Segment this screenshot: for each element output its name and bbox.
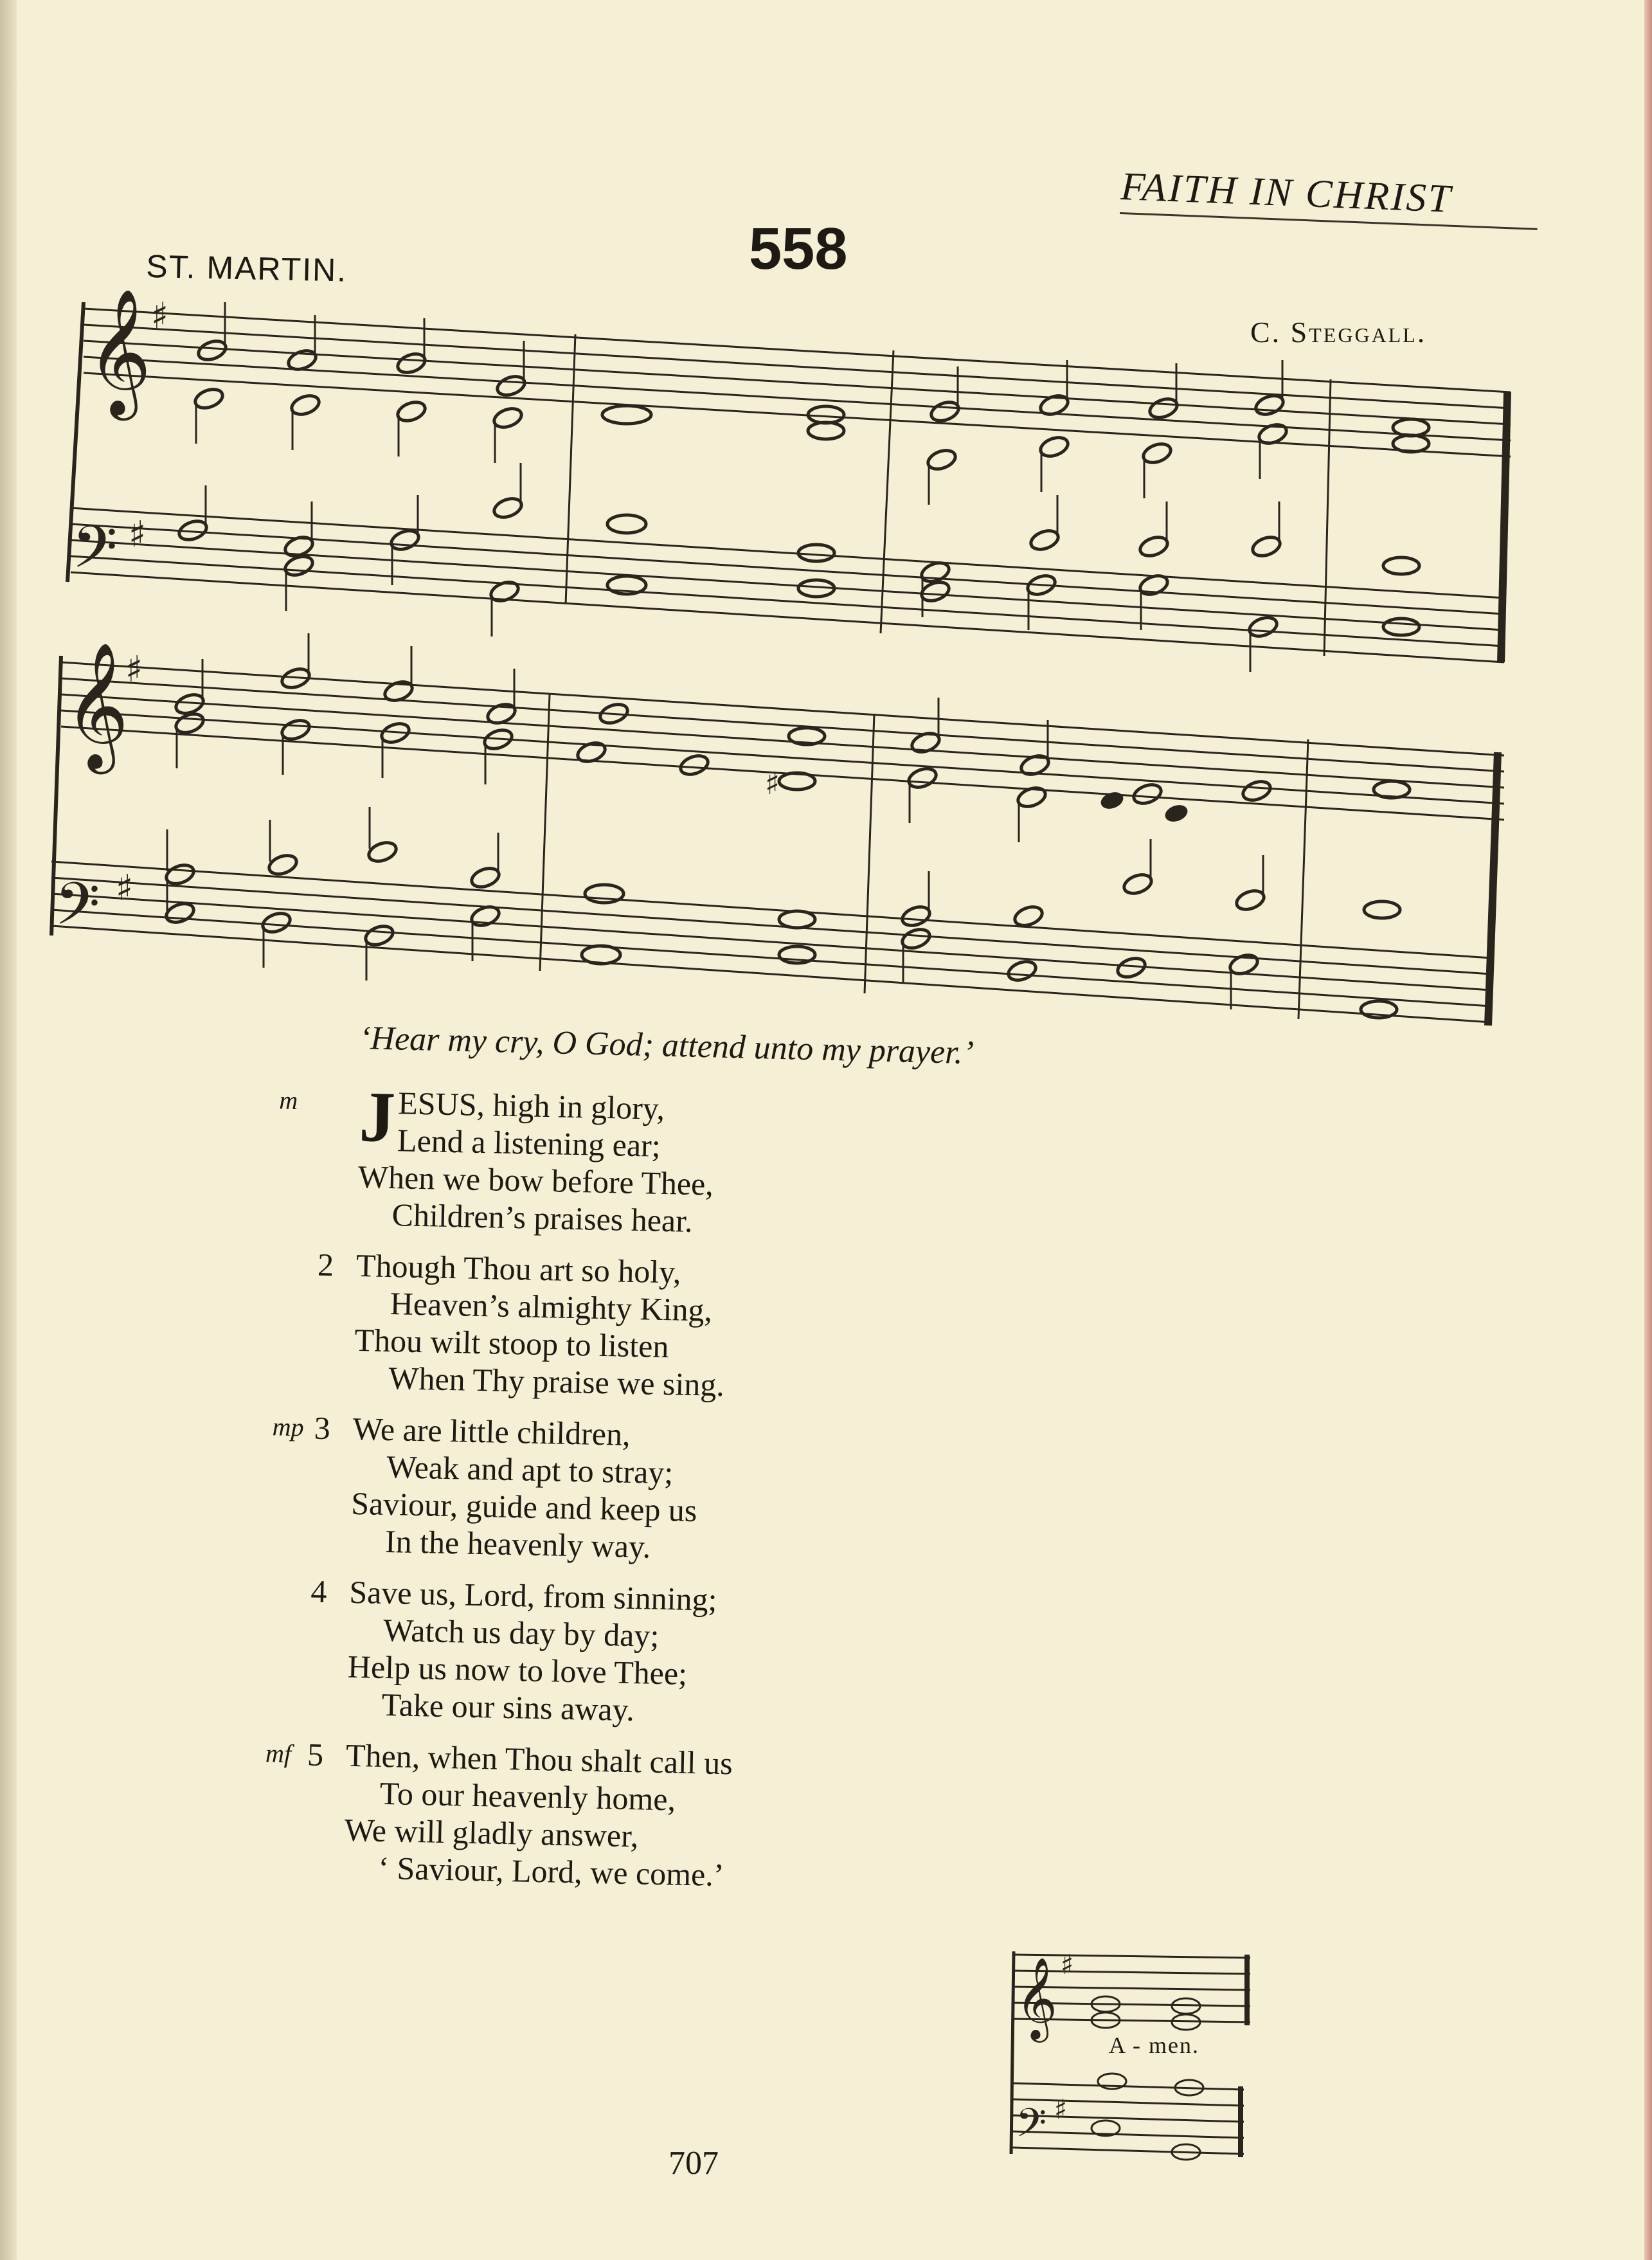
svg-text:♯: ♯: [129, 514, 147, 556]
verse-line: Lend a listening ear;: [397, 1122, 661, 1164]
verse-number: 4: [310, 1573, 328, 1610]
svg-text:♯: ♯: [1061, 1949, 1074, 1980]
verse-line: ESUS, high in glory,: [397, 1085, 665, 1126]
verse-line: Children’s praises hear.: [391, 1197, 694, 1239]
verse-line: Thou wilt stoop to listen: [354, 1321, 670, 1365]
dynamic-marking: m: [278, 1085, 298, 1115]
treble-clef-icon: 𝄞: [87, 288, 152, 415]
hymn-number: 558: [749, 216, 848, 282]
music-score: [0, 0, 1652, 1029]
page-number: 707: [669, 2145, 719, 2182]
section-heading: FAITH IN CHRIST: [1120, 164, 1540, 230]
verse-line: Help us now to love Thee;: [347, 1648, 688, 1692]
svg-text:♯: ♯: [1054, 2093, 1068, 2125]
svg-text:𝄞: 𝄞: [1016, 1957, 1058, 2039]
hymn-verses: [265, 1077, 1066, 1915]
bass-clef-icon: 𝄢: [72, 513, 118, 595]
svg-text:𝄢: 𝄢: [1016, 2099, 1047, 2156]
staff-system2-bass: [51, 862, 1491, 1022]
verse-line: Watch us day by day;: [382, 1611, 660, 1654]
staff-system2-treble: [61, 662, 1504, 820]
verse-line: Take our sins away.: [381, 1686, 635, 1728]
verse-line: Saviour, guide and keep us: [350, 1485, 697, 1529]
verse-line: Weak and apt to stray;: [386, 1449, 674, 1491]
dynamic-marking: mf: [265, 1739, 292, 1768]
verse-line: When Thy praise we sing.: [388, 1360, 725, 1403]
verse-number: 5: [307, 1736, 324, 1773]
verse-line: Though Thou art so holy,: [355, 1247, 682, 1290]
amen-text: A - men.: [1109, 2032, 1199, 2058]
verse-2: [317, 1246, 1064, 1411]
verse-line: Save us, Lord, from sinning;: [348, 1573, 718, 1618]
dynamic-marking: mp: [272, 1412, 305, 1442]
svg-text:♯: ♯: [116, 867, 134, 909]
tune-name: ST. MARTIN.: [145, 248, 348, 289]
treble-clef-icon: 𝄞: [64, 642, 129, 769]
svg-text:♯: ♯: [125, 649, 143, 691]
verse-line: Then, when Thou shalt call us: [345, 1737, 733, 1782]
scripture-epigraph: ‘Hear my cry, O God; attend unto my prayer.’: [359, 1019, 974, 1072]
svg-text:♯: ♯: [151, 295, 169, 337]
verse-line: We will gladly answer,: [344, 1811, 639, 1854]
verse-3: [272, 1409, 1061, 1574]
svg-text:♯: ♯: [765, 766, 780, 802]
staff-system1-treble: [84, 309, 1511, 457]
composer: C. Steggall.: [1250, 316, 1427, 348]
verse-line: To our heavenly home,: [379, 1775, 676, 1818]
drop-cap: J: [358, 1077, 397, 1158]
verse-line: In the heavenly way.: [384, 1523, 651, 1565]
verse-5: [265, 1736, 1054, 1901]
verse-1: [278, 1077, 1067, 1247]
bass-clef-icon: 𝄢: [55, 870, 100, 952]
verse-line: When we bow before Thee,: [357, 1158, 714, 1202]
verse-line: ‘ Saviour, Lord, we come.’: [377, 1849, 725, 1894]
verse-line: We are little children,: [352, 1410, 631, 1452]
verse-line: Heaven’s almighty King,: [390, 1285, 713, 1328]
verse-4: [310, 1573, 1057, 1737]
verse-number: 3: [314, 1409, 331, 1447]
verse-number: 2: [317, 1246, 334, 1283]
